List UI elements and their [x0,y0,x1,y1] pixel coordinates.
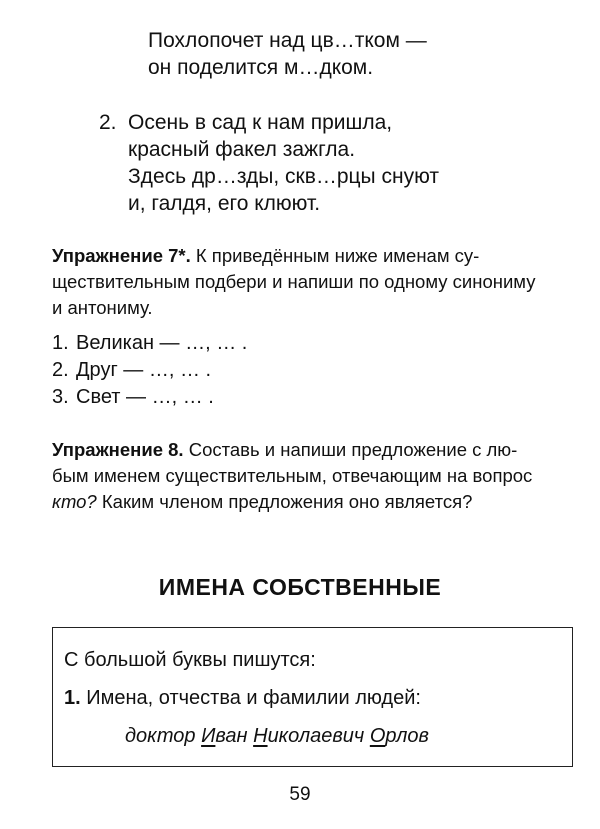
poem1-line2: он поделится м…дком. [148,56,374,79]
exercise7-line2: ществительным подбери и напиши по одному синониму [52,271,536,292]
example-first-name-rest: ван [215,725,248,747]
exercise8-text3: Каким членом предложения оно является? [101,491,473,512]
section-heading: ИМЕНА СОБСТВЕННЫЕ [158,574,442,600]
example-patronymic-rest: иколаевич [267,725,365,747]
exercise7-item-text: Великан — …, … . [76,332,248,354]
exercise7-item-text: Друг — …, … . [76,359,212,381]
exercise8-line2: бым именем существительным, отвечающим на вопрос [52,465,533,486]
rule-intro: С большой буквы пишутся: [64,649,316,671]
poem2-line3: Здесь др…зды, скв…рцы снуют [128,165,439,188]
exercise8-text1: Составь и напиши предложение с лю- [188,439,518,460]
exercise7-item-number: 1. [52,332,69,354]
poem2-line2: красный факел зажгла. [128,138,356,161]
exercise7-item-text: Свет — …, … . [76,386,214,408]
exercise7-item-number: 3. [52,386,69,408]
exercise8-line3 [52,489,472,515]
exercise7-text1: К приведённым ниже именам су- [195,245,480,266]
exercise8-line1 [52,437,517,463]
exercise7-line1 [52,243,479,269]
poem2-number: 2. [99,111,117,134]
exercise7-item [52,357,211,383]
poem2-line4: и, галдя, его клюют. [128,192,321,215]
example-first-name-initial: И [201,725,216,747]
exercise7-item-number: 2. [52,359,69,381]
example-surname-rest: рлов [385,725,429,747]
example-first-name [201,725,247,747]
example-patronymic-initial: Н [253,725,268,747]
exercise7-label: Упражнение 7*. [52,245,191,266]
exercise8-question: кто? [52,491,97,512]
exercise7-item [52,330,247,356]
poem2-line1: Осень в сад к нам пришла, [128,111,393,134]
poem1-line1: Похлопочет над цв…тком — [148,29,427,52]
example-prefix: доктор [125,725,196,747]
rule-box [52,627,573,767]
rule-number: 1. [64,687,81,709]
exercise7-line3: и антониму. [52,297,153,318]
example-patronymic [253,725,364,747]
rule-text: Имена, отчества и фамилии людей: [86,687,421,709]
rule-line [64,687,421,710]
exercise7-item [52,384,214,410]
rule-example [125,725,429,748]
page-number: 59 [289,784,311,805]
example-surname [370,725,429,747]
example-surname-initial: О [369,725,386,747]
exercise8-label: Упражнение 8. [52,439,184,460]
